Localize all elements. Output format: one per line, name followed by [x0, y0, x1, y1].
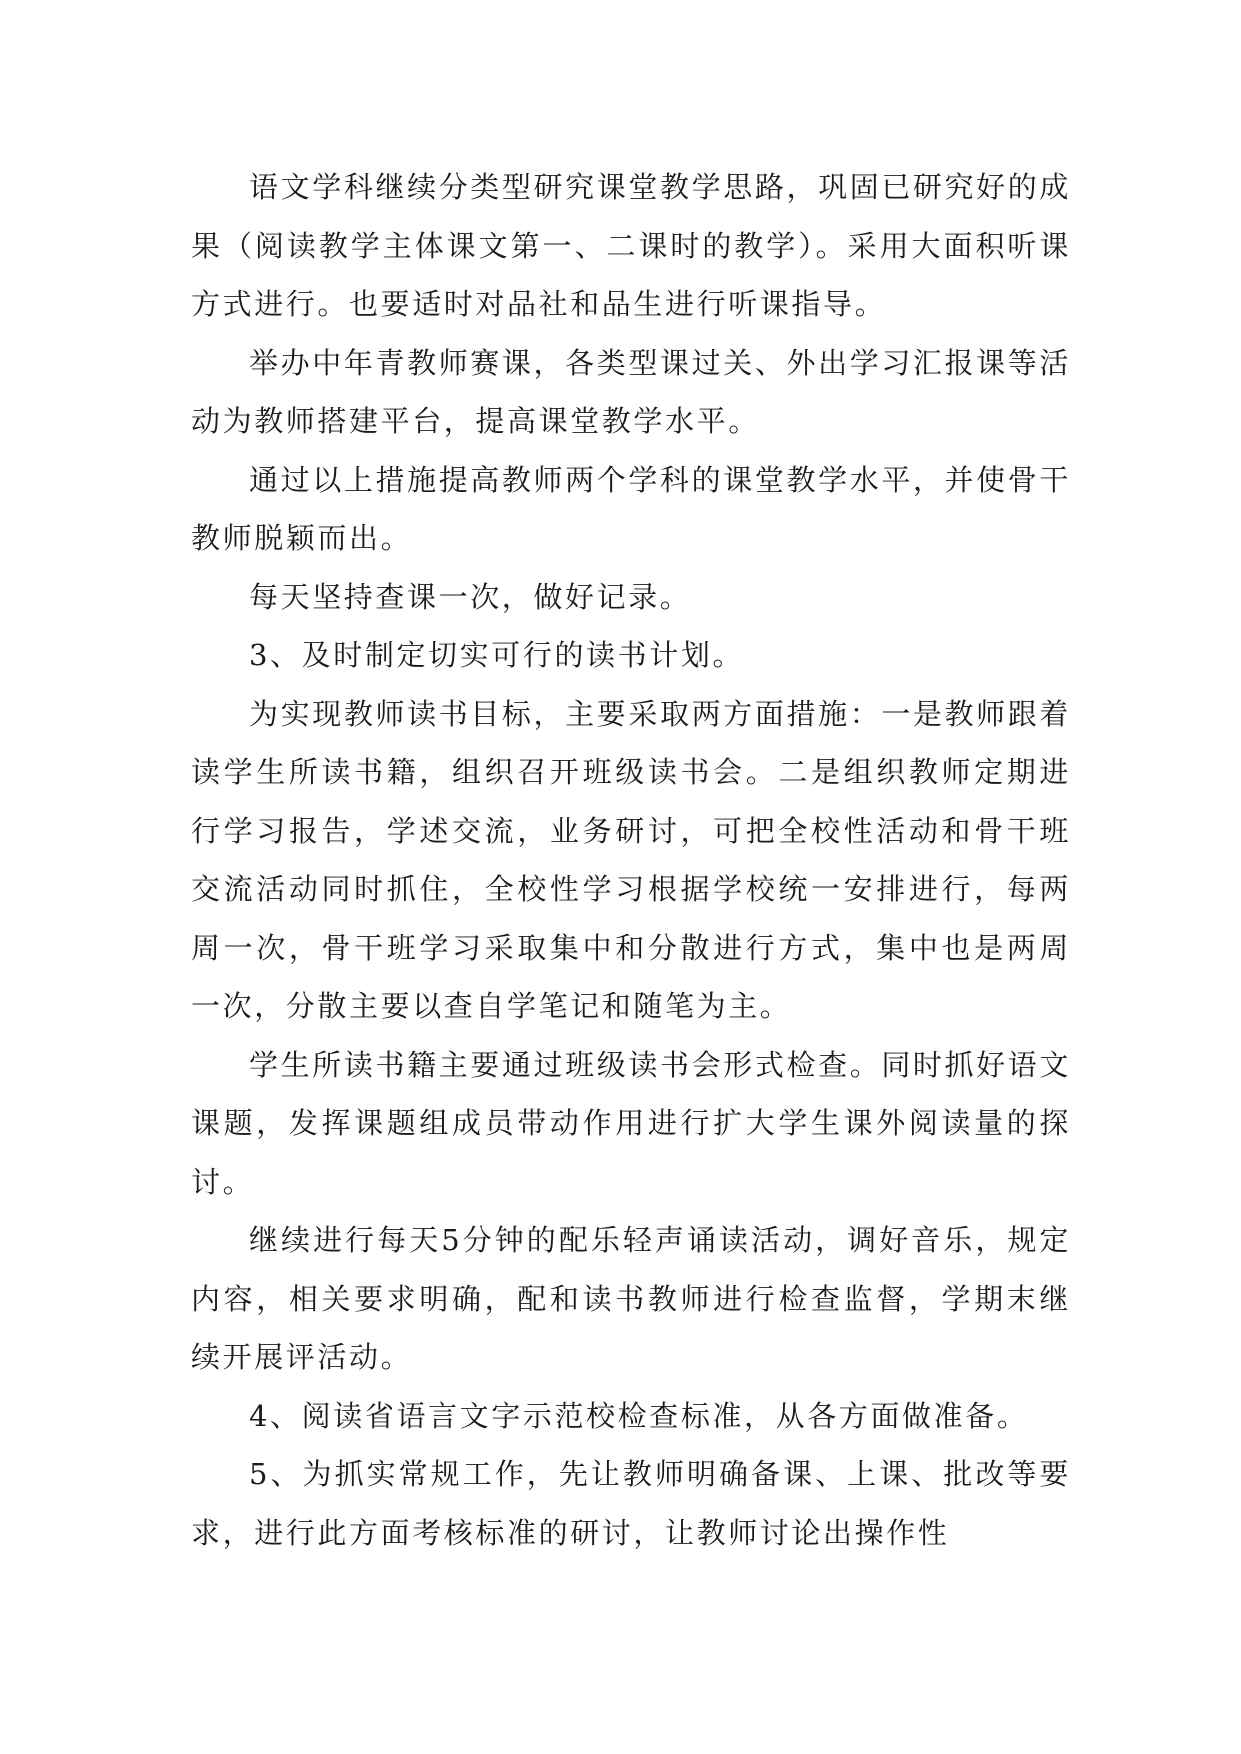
paragraph-daily-recitation: 继续进行每天5分钟的配乐轻声诵读活动，调好音乐，规定内容，相关要求明确，配和读书教师进行检查监督，学期末继续开展评活动。	[191, 1223, 1071, 1374]
paragraph-daily-check: 每天坚持查课一次，做好记录。	[249, 579, 692, 614]
paragraph-student-reading: 学生所读书籍主要通过班级读书会形式检查。同时抓好语文课题，发挥课题组成员带动作用进行扩大学生课外阅读量的探讨。	[191, 1047, 1071, 1199]
paragraph-routine-work: 5、为抓实常规工作，先让教师明确备课、上课、批改等要求，进行此方面考核标准的研讨，让教师讨论出操作性	[191, 1457, 1071, 1550]
paragraph-reading-plan-heading: 3、及时制定切实可行的读书计划。	[249, 638, 745, 672]
paragraph-improve-teaching: 通过以上措施提高教师两个学科的课堂教学水平，并使骨干教师脱颖而出。	[191, 462, 1071, 555]
paragraph-reading-measures: 为实现教师读书目标，主要采取两方面措施：一是教师跟着读学生所读书籍，组织召开班级读书会。二是组织教师定期进行学习报告，学述交流，业务研讨，可把全校性活动和骨干班交流活动同时抓住，全校性学习根据学校统一安排进行，每两周一次，骨干班学习采取集中和分散进行方式，集中也是两周一次，分散主要以查自学笔记和随笔为主。	[191, 696, 1071, 1023]
paragraph-teacher-contest: 举办中年青教师赛课，各类型课过关、外出学习汇报课等活动为教师搭建平台，提高课堂教学水平。	[191, 345, 1071, 438]
paragraph-language-standard: 4、阅读省语言文字示范校检查标准，从各方面做准备。	[249, 1398, 1029, 1433]
document-body	[191, 158, 1071, 1562]
paragraph-chinese-teaching: 语文学科继续分类型研究课堂教学思路，巩固已研究好的成果（阅读教学主体课文第一、二课时的教学）。采用大面积听课方式进行。也要适时对品社和品生进行听课指导。	[191, 170, 1071, 321]
